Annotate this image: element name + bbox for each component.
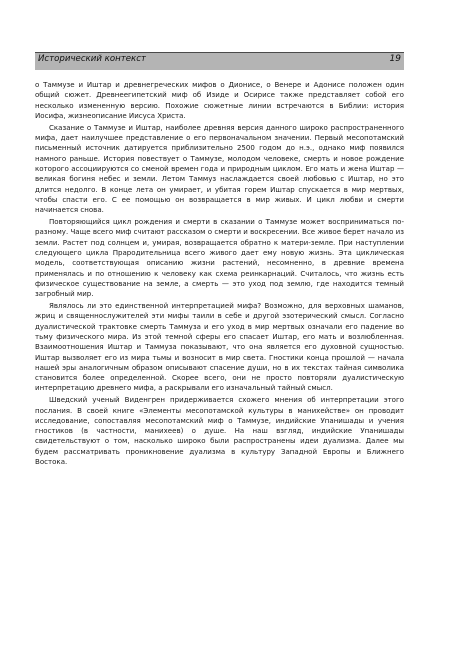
paragraph: Повторяющийся цикл рождения и смерти в сказании о Таммузе может восприниматься по-разному. Чаще всего миф считают рассказом о смерти и воскресении. Все живое берет начало из земли. Растет под солнцем и, умирая, возвращается обратно к матери-земле. При наступлении следующего цикла Прародительница всего живого дает ему новую жизнь. Эта циклическая модель, соответствующая описанию жизни растений, несомненно, в древние времена применялась и по отношению к человеку как схема реинкарнаций. Считалось, что жизнь есть физическое существование на земле, а смерть — это уход под землю, где находится темный загробный мир. — [35, 217, 404, 299]
paragraph: Сказание о Таммузе и Иштар, наиболее древняя версия данного широко распространенного мифа, дает наилучшее представление о его первоначальном значении. Первый месопотамский письменный источник датируется приблизительно 2500 годом до н.э., однако миф появился намного раньше. История повествует о Таммузе, молодом человеке, смерть и новое рождение которого ассоциируются со сменой времен года и природным циклом. Его мать и жена Иштар — великая богиня небес и земли. Летом Таммуз наслаждается своей любовью с Иштар, но это длится недолго. В конце лета он умирает, и убитая горем Иштар спускается в мир мертвых, чтобы спасти его. С ее помощью он возвращается в мир живых. И цикл любви и смерти начинается снова. — [35, 122, 404, 215]
running-header — [35, 52, 404, 70]
body-text — [35, 80, 404, 469]
page-number: 19 — [389, 54, 401, 64]
paragraph: Являлось ли это единственной интерпретацией мифа? Возможно, для верховных шаманов, жриц и священнослужителей эти мифы таили в себе и другой эзотерический смысл. Согласно дуалистической трактовке смерть Таммуза и его уход в мир мертвых означали его падение во тьму физического мира. Из этой темной сферы его спасает Иштар, его мать и возлюбленная. Взаимоотношения Иштар и Таммуза показывают, что она является его духовной сущностью. Иштар вызволяет его из мира тьмы и возносит в мир света. Гностики конца прошлой — начала нашей эры аналогичным образом описывают спасение души, но в их текстах тайная символика становится более определенной. Скорее всего, они не просто повторяли дуалистическую интерпретацию древнего мифа, а раскрывали его изначальный тайный смысл. — [35, 301, 404, 393]
paragraph: Шведский ученый Виденгрен придерживается схожего мнения об интерпретации этого послания. В своей книге «Элементы месопотамской культуры в манихействе» он проводит исследование, сопоставляя месопотамский миф о Таммузе, индийские Упанишады и учения гностиков (в частности, манихеев) о душе. На наш взгляд, индийские Упанишады свидетельствуют о том, насколько широко были распространены идеи дуализма. Далее мы будем рассматривать проникновение дуализма в культуру Западной Европы и Ближнего Востока. — [35, 395, 404, 467]
chapter-title: Исторический контекст — [38, 54, 146, 64]
paragraph: о Таммузе и Иштар и древнегреческих мифов о Дионисе, о Венере и Адонисе положен один общий сюжет. Древнеегипетский миф об Изиде и Осирисе также представляет собой его несколько измененную версию. Похожие сюжетные линии встречаются в Библии: история Иосифа, жизнеописание Иисуса Христа. — [35, 80, 404, 120]
